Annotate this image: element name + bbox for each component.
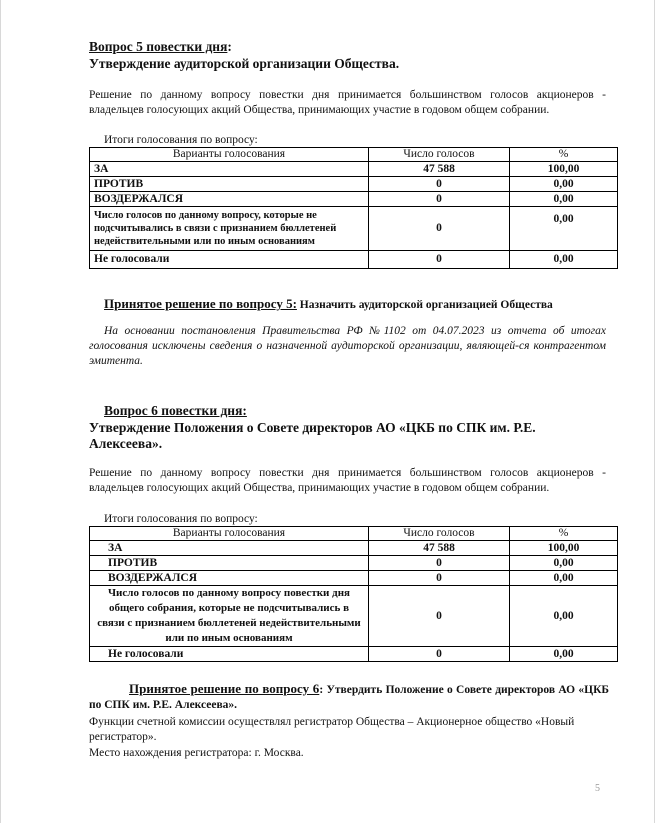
row-votes: 0	[369, 556, 510, 571]
q5-heading-text: Вопрос 5 повестки дня	[89, 39, 228, 54]
row-percent: 0,00	[510, 571, 618, 586]
row-votes: 0	[369, 586, 510, 647]
q6-rule: Решение по данному вопросу повестки дня принимается большинством голосов акционеров - владельцев голосующих акций Общества, принимающих участие в годовом общем собрании.	[89, 467, 606, 494]
q6-decision	[89, 681, 609, 713]
q5-heading-colon: :	[227, 39, 232, 54]
row-label: ПРОТИВ	[90, 556, 369, 571]
row-percent: 0,00	[510, 647, 618, 662]
row-label: ПРОТИВ	[90, 177, 369, 192]
header-options: Варианты голосования	[90, 148, 369, 162]
table-row	[90, 541, 618, 556]
row-votes: 0	[369, 251, 510, 269]
header-percent: %	[510, 527, 618, 541]
q5-vote-table	[89, 147, 618, 269]
row-label: Число голосов по данному вопросу повестки дня общего собрания, которые не подсчитывались в связи с признанием бюллетеней недействительными или по иным основаниям	[90, 586, 369, 647]
row-percent: 0,00	[510, 586, 618, 647]
q5-title: Утверждение аудиторской организации Общества.	[89, 56, 400, 71]
header-votes: Число голосов	[369, 148, 510, 162]
q5-heading	[89, 39, 232, 55]
table-row	[90, 647, 618, 662]
q6-vote-table	[89, 526, 618, 662]
row-votes: 0	[369, 647, 510, 662]
q6-decision-text: : Утвердить Положение о Совете директоров АО «ЦКБ по СПК им. Р.Е. Алексеева».	[89, 684, 610, 711]
row-label: Не голосовали	[90, 647, 369, 662]
row-percent: 0,00	[510, 251, 618, 269]
row-percent: 0,00	[510, 207, 618, 251]
q5-decision-text: Назначить аудиторской организацией Общества	[299, 299, 553, 311]
row-votes: 0	[369, 571, 510, 586]
q5-rule: Решение по данному вопросу повестки дня принимается большинством голосов акционеров - владельцев голосующих акций Общества, принимающих участие в годовом общем собрании.	[89, 89, 606, 116]
row-votes: 0	[369, 207, 510, 251]
table-header-row	[90, 527, 618, 541]
row-percent: 0,00	[510, 177, 618, 192]
row-percent: 100,00	[510, 162, 618, 177]
q5-note: На основании постановления Правительства РФ №1102 от 04.07.2023 из отчета об итогах голосования исключены сведения о назначенной аудиторской организации, являющей-ся контрагентом эмитента.	[89, 325, 606, 367]
table-row	[90, 162, 618, 177]
q5-decision	[89, 296, 606, 313]
header-options: Варианты голосования	[90, 527, 369, 541]
row-votes: 0	[369, 192, 510, 207]
row-percent: 100,00	[510, 541, 618, 556]
registrar-location: Место нахождения регистратора: г. Москва.	[89, 747, 304, 759]
q6-decision-label: Принятое решение по вопросу 6	[129, 681, 320, 696]
table-row	[90, 556, 618, 571]
q6-heading: Вопрос 6 повестки дня:	[104, 403, 247, 418]
header-percent: %	[510, 148, 618, 162]
row-label: ВОЗДЕРЖАЛСЯ	[90, 571, 369, 586]
table-row	[90, 192, 618, 207]
q5-results-label: Итоги голосования по вопросу:	[104, 134, 258, 146]
table-row	[90, 207, 618, 251]
table-header-row	[90, 148, 618, 162]
row-label: ЗА	[90, 541, 369, 556]
row-votes: 47 588	[369, 162, 510, 177]
row-votes: 47 588	[369, 541, 510, 556]
q6-title: Утверждение Положения о Совете директоров АО «ЦКБ по СПК им. Р.Е. Алексеева».	[89, 420, 536, 451]
table-row	[90, 177, 618, 192]
header-votes: Число голосов	[369, 527, 510, 541]
row-votes: 0	[369, 177, 510, 192]
row-percent: 0,00	[510, 192, 618, 207]
q5-decision-label: Принятое решение по вопросу 5:	[104, 296, 297, 311]
row-label: Не голосовали	[90, 251, 369, 269]
counting-commission: Функции счетной комиссии осуществлял регистратор Общества – Акционерное общество «Новый регистратор».	[89, 716, 575, 743]
table-row	[90, 251, 618, 269]
row-label: ВОЗДЕРЖАЛСЯ	[90, 192, 369, 207]
page-number: 5	[595, 783, 600, 794]
row-label: ЗА	[90, 162, 369, 177]
row-percent: 0,00	[510, 556, 618, 571]
q6-results-label: Итоги голосования по вопросу:	[104, 513, 258, 525]
table-row	[90, 586, 618, 647]
row-label: Число голосов по данному вопросу, которые не подсчитывались в связи с признанием бюллетеней недействительными или по иным основаниям	[90, 207, 369, 251]
table-row	[90, 571, 618, 586]
